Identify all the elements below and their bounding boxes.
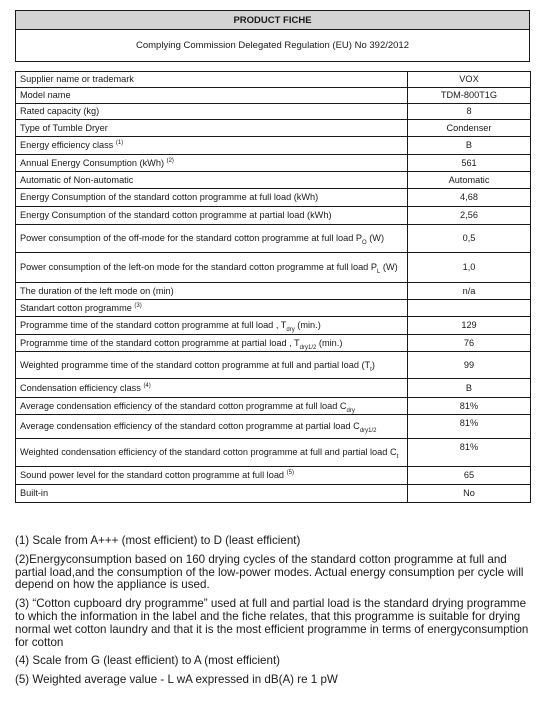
spec-row (16, 415, 531, 439)
spec-value: 81% (408, 398, 531, 415)
spec-value: B (408, 137, 531, 155)
spec-row (16, 189, 531, 207)
spec-row (16, 300, 531, 317)
spec-row (16, 72, 531, 88)
spec-row (16, 253, 531, 283)
spec-value: VOX (408, 72, 531, 88)
footnote-3: (3) “Cotton cupboard dry programme” used at full and partial load is the standard drying programme to which the information in the label and the fiche relates, that this programme is suitable for drying normal wet cotton laundry and that it is the most efficient programme in terms of energyconsumption for cotton (15, 597, 529, 649)
spec-row (16, 398, 531, 415)
spec-row (16, 335, 531, 352)
footnote-1: (1) Scale from A+++ (most efficient) to D (least efficient) (15, 534, 301, 547)
spec-row (16, 485, 531, 503)
spec-label: Built-in (16, 485, 408, 503)
spec-label: The duration of the left mode on (min) (16, 283, 408, 300)
spec-label: Condensation efficiency class $^{(4)}$ (16, 379, 408, 398)
product-fiche (15, 10, 530, 503)
spec-value: Condenser (408, 120, 531, 137)
spec-label: Type of Tumble Dryer (16, 120, 408, 137)
spec-table (15, 71, 531, 503)
spec-label: Programme time of the standard cotton programme at partial load , $T_{dry1/2}$ (min.) (16, 335, 408, 352)
spec-row (16, 104, 531, 120)
spec-row (16, 467, 531, 485)
spec-label: Energy efficiency class $^{(1)}$ (16, 137, 408, 155)
spec-value: n/a (408, 283, 531, 300)
spec-label: Sound power level for the standard cotton programme at full load $^{(5)}$ (16, 467, 408, 485)
footnotes (15, 535, 535, 693)
spec-row (16, 155, 531, 172)
spec-row (16, 283, 531, 300)
spec-label: Annual Energy Consumption (kWh) $^{(2)}$ (16, 155, 408, 172)
fiche-title: PRODUCT FICHE (15, 10, 530, 30)
spec-row (16, 137, 531, 155)
spec-row (16, 225, 531, 253)
spec-label: Programme time of the standard cotton programme at full load , $T_{dry}$ (min.) (16, 317, 408, 335)
footnote-5: (5) Weighted average value - L wA expressed in dB(A) re 1 pW (15, 673, 338, 687)
spec-row (16, 379, 531, 398)
spec-value: 65 (408, 467, 531, 485)
spec-value: Automatic (408, 172, 531, 189)
spec-label: Weighted condensation efficiency of the standard cotton programme at full and partial load $C_t$ (16, 439, 408, 467)
spec-label: Energy Consumption of the standard cotton programme at partial load (kWh) (16, 207, 408, 225)
spec-value: 76 (408, 335, 531, 352)
spec-row (16, 439, 531, 467)
spec-label: Automatic of Non-automatic (16, 172, 408, 189)
spec-value: 81% (408, 415, 531, 439)
spec-label: Standart cotton programme $^{(3)}$ (16, 300, 408, 317)
spec-row (16, 88, 531, 104)
spec-value (408, 300, 531, 317)
spec-row (16, 120, 531, 137)
spec-value: 2,56 (408, 207, 531, 225)
spec-label: Model name (16, 88, 408, 104)
spec-value: 1,0 (408, 253, 531, 283)
spec-value: 8 (408, 104, 531, 120)
spec-value: 129 (408, 317, 531, 335)
spec-label: Rated capacity (kg) (16, 104, 408, 120)
spec-row (16, 207, 531, 225)
spec-value: 4,68 (408, 189, 531, 207)
footnote-4: (4) Scale from G (least efficient) to A (most efficient) (15, 654, 281, 668)
spec-row (16, 317, 531, 335)
spec-value: No (408, 485, 531, 503)
spec-value: 0,5 (408, 225, 531, 253)
fiche-subtitle: Complying Commission Delegated Regulation (EU) No 392/2012 (15, 30, 530, 62)
spec-value: 561 (408, 155, 531, 172)
spec-value: B (408, 379, 531, 398)
spec-label: Weighted programme time of the standard cotton programme at full and partial load $(T_t)$ (16, 352, 408, 379)
spec-label: Power consumption of the left-on mode for the standard cotton programme at full load $P_L$ (W) (16, 253, 408, 283)
spec-value: 99 (408, 352, 531, 379)
spec-value: 81% (408, 439, 531, 467)
spec-row (16, 172, 531, 189)
spec-label: Supplier name or trademark (16, 72, 408, 88)
spec-row (16, 352, 531, 379)
spec-label: Average condensation efficiency of the standard cotton programme at partial load $C_{dry1/2}$ (16, 415, 408, 439)
spec-label: Power consumption of the off-mode for the standard cotton programme at full load $P_O$ (W) (16, 225, 408, 253)
spec-value: TDM-800T1G (408, 88, 531, 104)
spec-label: Average condensation efficiency of the standard cotton programme at full load $C_{dry}$ (16, 398, 408, 415)
spec-label: Energy Consumption of the standard cotton programme at full load (kWh) (16, 189, 408, 207)
footnote-2: (2)Energyconsumption based on 160 drying cycles of the standard cotton programme at full and partial load,and the consumption of the low-power modes. Actual energy consumption per cycle will depend on how the appliance is used. (15, 552, 524, 592)
